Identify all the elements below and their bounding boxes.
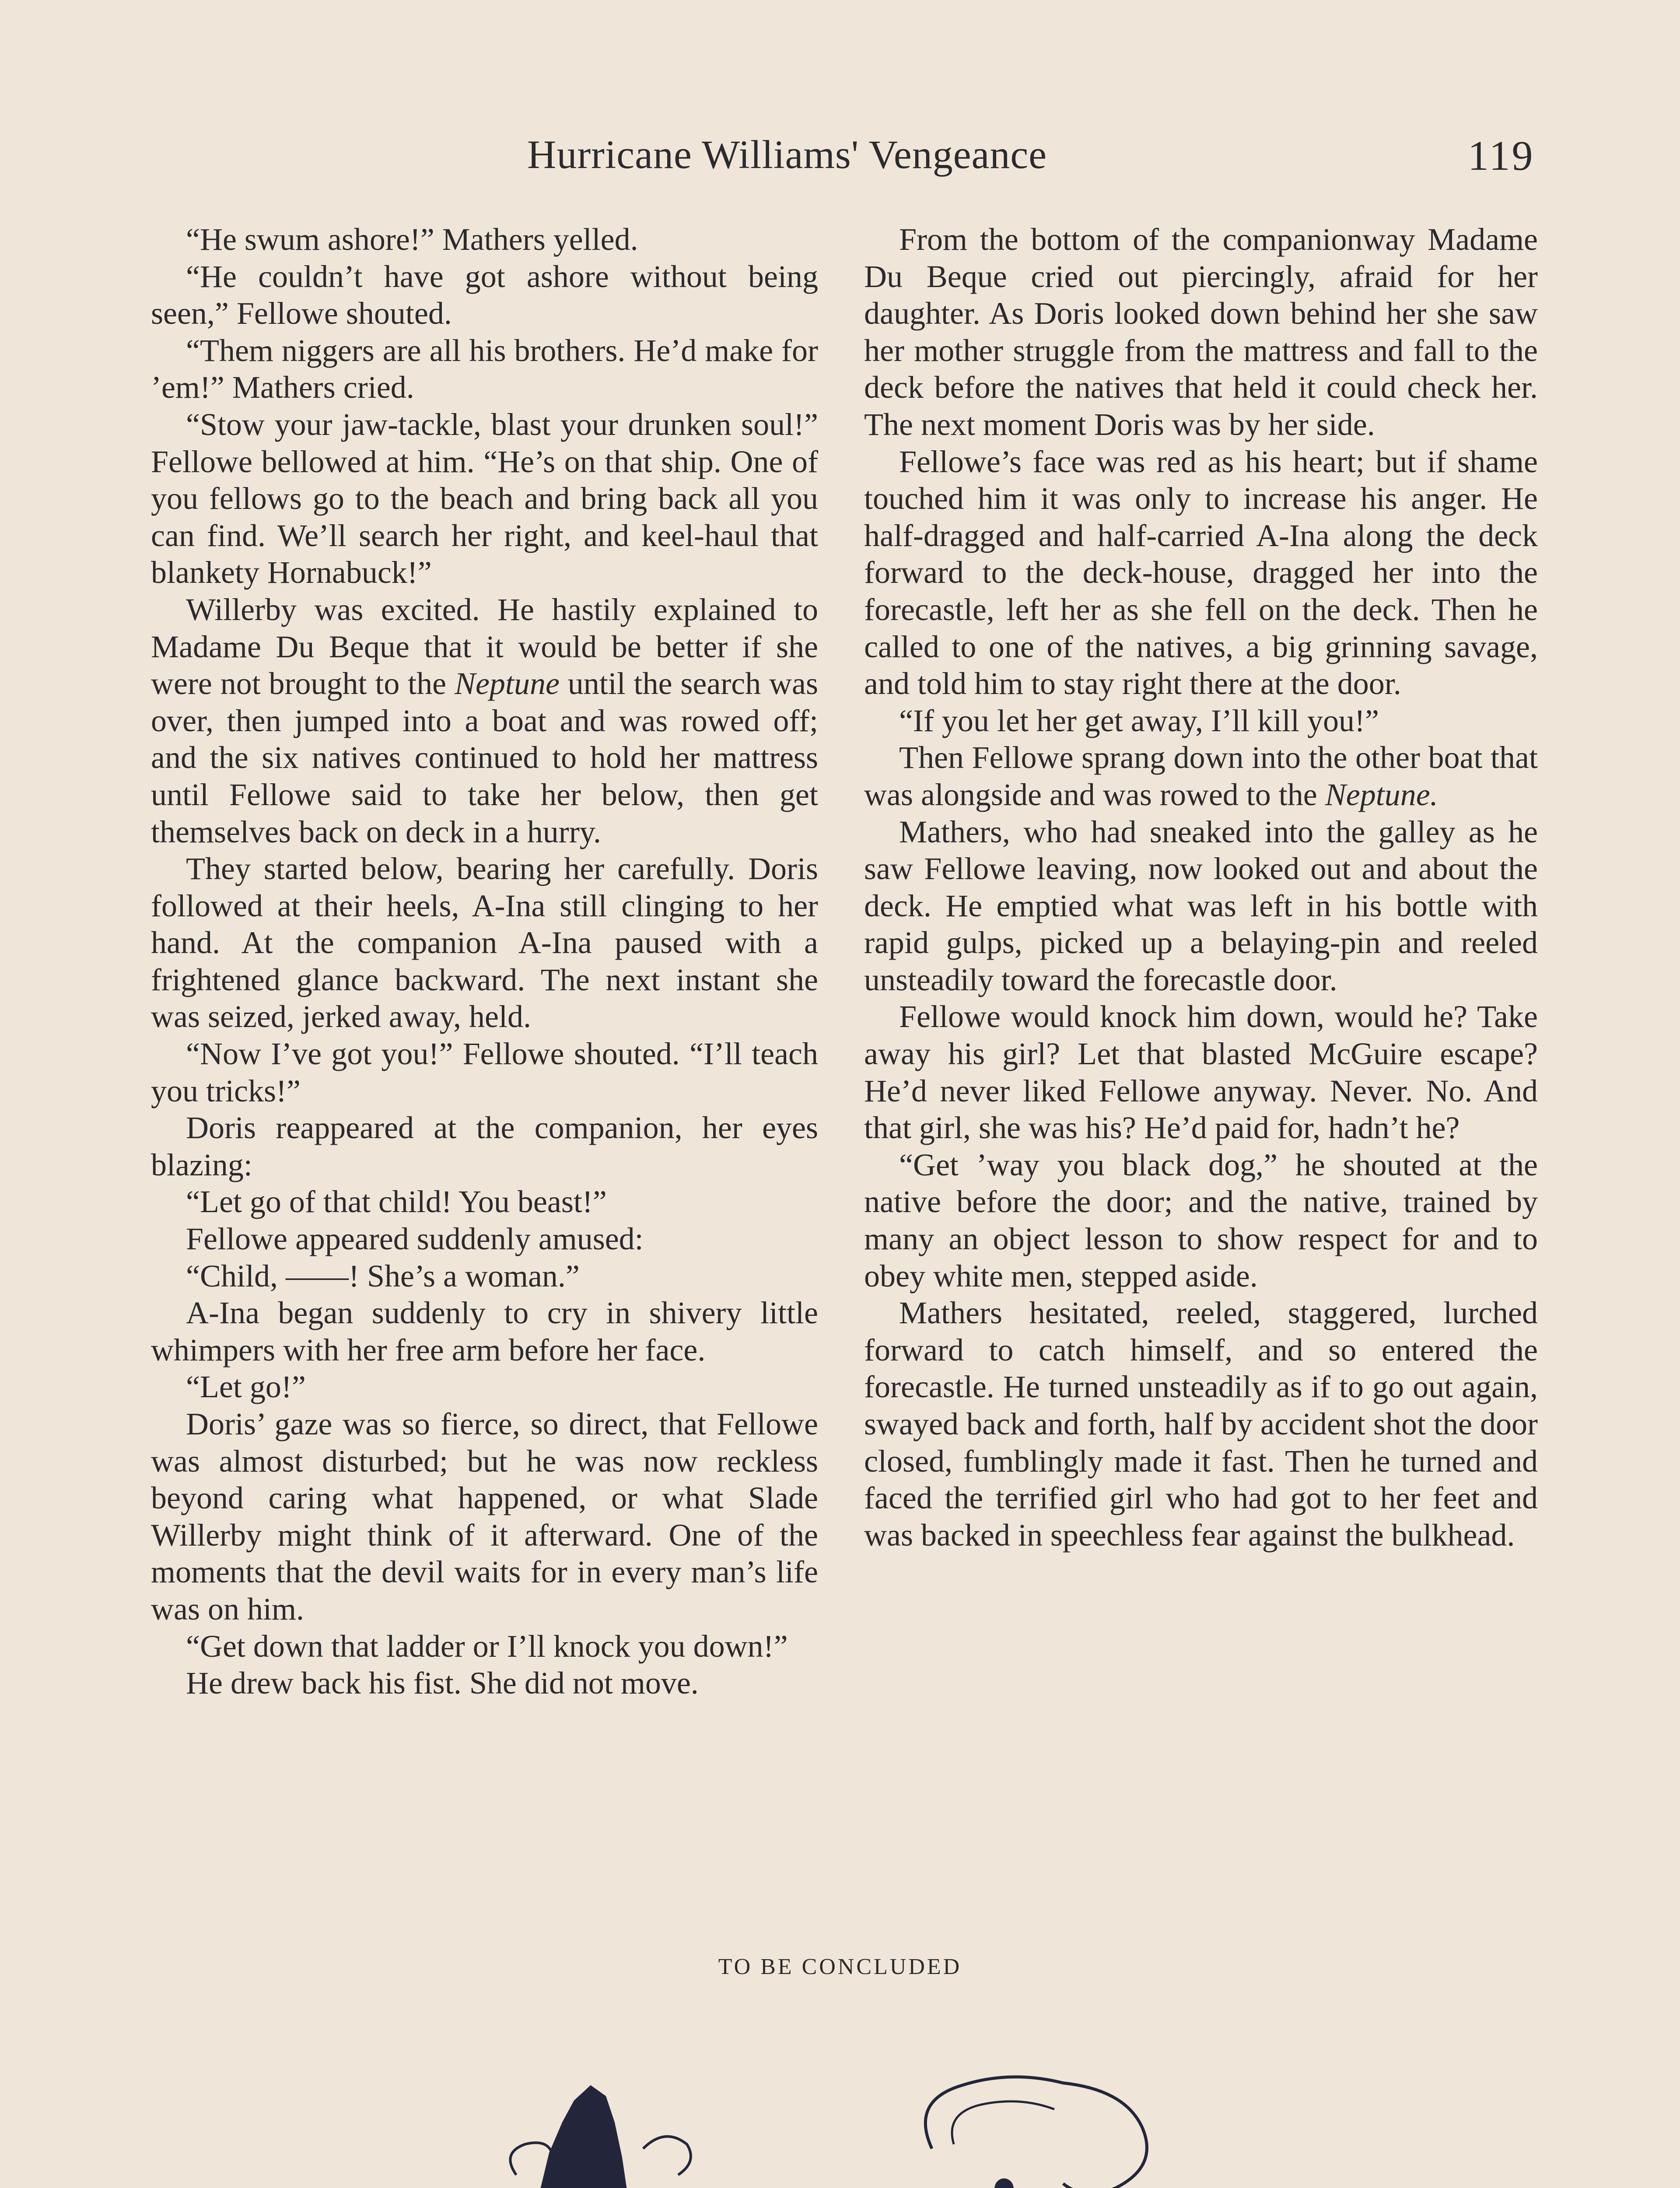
paragraph: “Now I’ve got you!” Fellowe shouted. “I’ll teach you tricks!” bbox=[151, 1036, 818, 1108]
paragraph: “He swum ashore!” Mathers yelled. bbox=[186, 222, 638, 257]
paragraph: “Them niggers are all his brothers. He’d make for ’em!” Mathers cried. bbox=[151, 333, 818, 405]
paragraph bbox=[151, 591, 818, 850]
paragraph: From the bottom of the companionway Madame Du Beque cried out piercingly, afraid for her daughter. As Doris looked down behind her she saw her mother struggle from the mattress and fall to the deck before the natives that held it could check her. The next moment Doris was by her side. bbox=[864, 222, 1538, 442]
paragraph: A-Ina began suddenly to cry in shivery little whimpers with her free arm before her face. bbox=[151, 1295, 818, 1368]
paragraph bbox=[864, 739, 1538, 813]
page-number: 119 bbox=[1468, 132, 1535, 179]
paragraph: Doris reappeared at the companion, her eyes blazing: bbox=[151, 1110, 818, 1182]
paragraph: “Get ’way you black dog,” he shouted at the native before the door; and the native, trained by many an object lesson to show respect for and to obey white men, stepped aside. bbox=[864, 1147, 1538, 1294]
paragraph: “Get down that ladder or I’ll knock you down!” bbox=[186, 1628, 788, 1664]
paragraph-text: Willerby was excited. He hastily explained to Madame Du Beque that it would be better if she were not brought to the bbox=[151, 592, 818, 701]
paragraph: “Let go!” bbox=[186, 1369, 306, 1405]
paragraph: Mathers, who had sneaked into the galley as he saw Fellowe leaving, now looked out and about the deck. He emptied what was left in his bottle with rapid gulps, picked up a belaying-pin and reeled unsteadily toward the forecastle door. bbox=[864, 814, 1538, 997]
paragraph: Doris’ gaze was so fierce, so direct, that Fellowe was almost disturbed; but he was now reckless beyond caring what happened, or what Slade Willerby might think of it afterward. One of the moments that the devil waits for in every man’s life was on him. bbox=[151, 1406, 818, 1627]
paragraph: Fellowe appeared suddenly amused: bbox=[186, 1221, 644, 1257]
paragraph: “He couldn’t have got ashore without being seen,” Fellowe shouted. bbox=[151, 259, 818, 331]
right-column bbox=[864, 221, 1538, 1553]
running-head: Hurricane Williams' Vengeance bbox=[527, 132, 1047, 177]
to-be-concluded-note: TO BE CONCLUDED bbox=[718, 1954, 962, 1979]
left-column bbox=[151, 221, 818, 1702]
paragraph: They started below, bearing her carefully. Doris followed at their heels, A-Ina still clinging to her hand. At the companion A-Ina paused with a frightened glance backward. The next instant she was seized, jerked away, held. bbox=[151, 851, 818, 1034]
paragraph: Fellowe’s face was red as his heart; but if shame touched him it was only to increase his anger. He half-dragged and half-carried A-Ina along the deck forward to the deck-house, dragged her into the forecastle, left her as she fell on the deck. Then he called to one of the natives, a big grinning savage, and told him to stay right there at the door. bbox=[864, 444, 1538, 701]
paragraph-text: until the search was over, then jumped into a boat and was rowed off; and the six natives continued to hold her mattress until Fellowe said to take her below, then get themselves back on deck in a hurry. bbox=[151, 666, 819, 849]
paragraph: “Child, ——! She’s a woman.” bbox=[186, 1258, 580, 1294]
paragraph: “If you let her get away, I’ll kill you!” bbox=[899, 703, 1379, 738]
paragraph: “Stow your jaw-tackle, blast your drunken soul!” Fellowe bellowed at him. “He’s on that ship. One of you fellows go to the beach and bring back all you can find. We’ll search her right, and keel-haul that blankety Hornabuck!” bbox=[151, 407, 818, 590]
paragraph: Fellowe would knock him down, would he? Take away his girl? Let that blasted McGuire escape? He’d never liked Fellowe anyway. Never. No. And that girl, she was his? He’d paid for, hadn’t he? bbox=[864, 999, 1538, 1146]
ship-name: Neptune bbox=[454, 666, 560, 701]
paragraph-text: Then Fellowe sprang down into the other boat that was alongside and was rowed to the bbox=[864, 740, 1538, 812]
paragraph: He drew back his fist. She did not move. bbox=[186, 1666, 699, 1701]
paragraph: Mathers hesitated, reeled, staggered, lurched forward to catch himself, and so entered the forecastle. He turned unsteadily as if to go out again, swayed back and forth, half by accident shot the door closed, fumblingly made it fast. Then he turned and faced the terrified girl who had got to her feet and was backed in speechless fear against the bulkhead. bbox=[864, 1295, 1538, 1553]
paragraph: “Let go of that child! You beast!” bbox=[186, 1184, 607, 1220]
ship-and-swimmer-vignette-icon bbox=[459, 2044, 1203, 2188]
ship-name: Neptune. bbox=[1325, 777, 1438, 812]
